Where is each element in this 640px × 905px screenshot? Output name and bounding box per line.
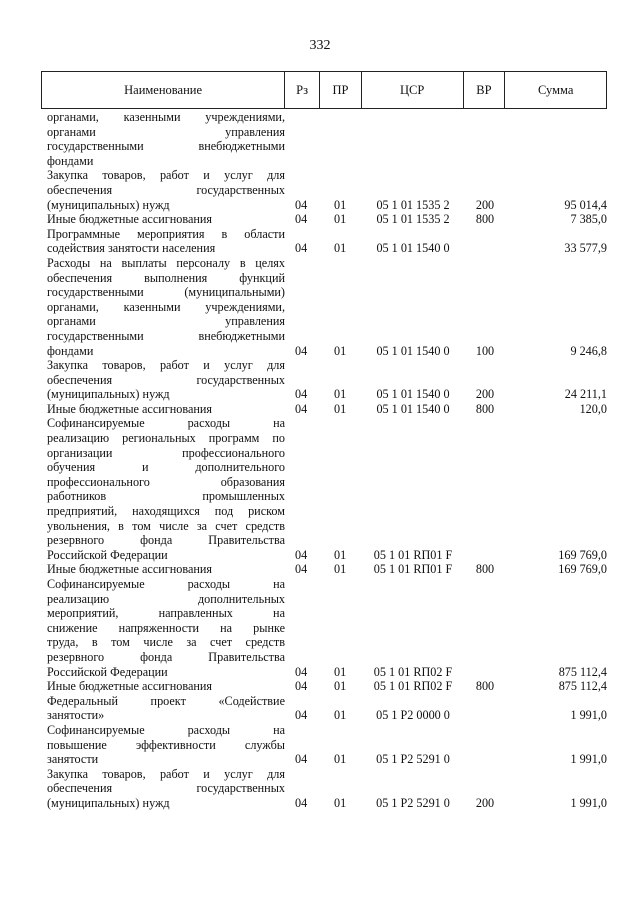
- row-name-line: Российской Федерации: [47, 547, 168, 562]
- row-vr: 800: [475, 679, 495, 694]
- row-name-line: реализацию региональных программ по: [47, 431, 285, 446]
- row-rz: 04: [295, 197, 308, 212]
- row-vr: 800: [475, 212, 495, 227]
- row-pr: 01: [334, 679, 347, 694]
- row-sum: 1 991,0: [570, 795, 607, 810]
- row-name-line: занятости»: [47, 708, 105, 723]
- row-csr: 05 1 01 RП02 F: [373, 679, 453, 694]
- row-name-line: Софинансируемые расходы на: [47, 722, 285, 737]
- row-rz: 04: [295, 664, 308, 679]
- page-number: 332: [309, 38, 331, 53]
- row-name-line: снижение напряженности на рынке: [47, 620, 285, 635]
- row-name-line: Федеральный проект «Содействие: [47, 693, 285, 708]
- row-pr: 01: [334, 197, 347, 212]
- row-vr: 200: [475, 387, 495, 402]
- row-rz: 04: [295, 795, 308, 810]
- row-name-line: (муниципальных) нужд: [47, 197, 170, 212]
- row-name-line: Иные бюджетные ассигнования: [47, 401, 213, 416]
- table-header: [41, 71, 607, 109]
- row-csr: 05 1 01 1535 2: [376, 197, 450, 212]
- row-name-line: повышение эффективности службы: [47, 737, 285, 752]
- table-row: [41, 256, 607, 358]
- row-name: [41, 723, 285, 767]
- header-csr: ЦСР: [362, 72, 464, 108]
- row-rz: 04: [295, 547, 308, 562]
- row-name: [41, 577, 285, 679]
- row-rz: 04: [295, 562, 308, 577]
- row-csr: 05 1 01 1540 0: [376, 241, 450, 256]
- row-csr: 05 1 01 1540 0: [376, 387, 450, 402]
- row-sum: 169 769,0: [558, 547, 607, 562]
- header-vr: ВР: [464, 72, 506, 108]
- row-vr: 100: [475, 343, 495, 358]
- row-name-line: занятости: [47, 752, 99, 767]
- row-csr: 05 1 01 RП02 F: [373, 664, 453, 679]
- row-name-line: органами, казенными учреждениями,: [47, 110, 285, 124]
- row-name-line: обеспечения выполнения функций: [47, 270, 285, 285]
- row-name-line: Иные бюджетные ассигнования: [47, 212, 213, 227]
- header-name: Наименование: [42, 72, 285, 108]
- row-name: [41, 256, 285, 358]
- row-csr: 05 1 P2 0000 0: [376, 708, 450, 723]
- table-row: [41, 402, 607, 417]
- row-name-line: профессионального образования: [47, 474, 285, 489]
- table-row: [41, 212, 607, 227]
- row-name-line: фондами: [47, 343, 94, 358]
- row-sum: 1 991,0: [570, 708, 607, 723]
- row-name-line: Иные бюджетные ассигнования: [47, 562, 213, 577]
- row-csr: 05 1 P2 5291 0: [376, 752, 450, 767]
- row-name-line: государственными внебюджетными: [47, 139, 285, 154]
- row-name: [41, 416, 285, 562]
- row-sum: 875 112,4: [558, 664, 607, 679]
- row-rz: 04: [295, 212, 308, 227]
- row-csr: 05 1 01 1540 0: [376, 401, 450, 416]
- row-name: [41, 227, 285, 256]
- row-name-line: реализацию дополнительных: [47, 591, 285, 606]
- row-name: [41, 168, 285, 212]
- row-name: [41, 767, 285, 811]
- row-sum: 1 991,0: [570, 752, 607, 767]
- header-rz: Рз: [285, 72, 320, 108]
- table-row: [41, 110, 607, 168]
- row-name: [41, 212, 285, 227]
- table-row: [41, 562, 607, 577]
- row-rz: 04: [295, 679, 308, 694]
- row-vr: 200: [475, 197, 495, 212]
- row-name: [41, 679, 285, 694]
- row-name-line: Софинансируемые расходы на: [47, 577, 285, 591]
- row-name-line: Закупка товаров, работ и услуг для: [47, 168, 285, 183]
- row-sum: 33 577,9: [564, 241, 607, 256]
- row-name-line: (муниципальных) нужд: [47, 387, 170, 402]
- row-pr: 01: [334, 752, 347, 767]
- row-name-line: государственными внебюджетными: [47, 328, 285, 343]
- row-sum: 875 112,4: [558, 679, 607, 694]
- header-sum: Сумма: [537, 82, 574, 97]
- row-name-line: увольнения, в том числе за счет средств: [47, 518, 285, 533]
- row-sum: 24 211,1: [564, 387, 607, 402]
- row-rz: 04: [295, 708, 308, 723]
- table-row: [41, 168, 607, 212]
- row-name-line: органами управления: [47, 314, 285, 329]
- table-row: [41, 227, 607, 256]
- header-pr: ПР: [320, 72, 362, 108]
- row-name: [41, 562, 285, 577]
- row-name-line: резервного фонда Правительства: [47, 649, 285, 664]
- row-sum: 7 385,0: [570, 212, 607, 227]
- row-pr: 01: [334, 547, 347, 562]
- row-sum: 9 246,8: [570, 343, 607, 358]
- row-sum: 169 769,0: [558, 562, 607, 577]
- table-row: [41, 694, 607, 723]
- row-name-line: работников промышленных: [47, 489, 285, 504]
- row-name-line: государственными (муниципальными): [47, 285, 285, 300]
- row-vr: 200: [475, 795, 495, 810]
- row-vr: 800: [475, 401, 495, 416]
- row-name: [41, 110, 285, 168]
- row-name: [41, 402, 285, 417]
- row-name-line: обучения и дополнительного: [47, 460, 285, 475]
- row-sum: 95 014,4: [564, 197, 607, 212]
- row-pr: 01: [334, 708, 347, 723]
- row-name-line: организации профессионального: [47, 445, 285, 460]
- row-pr: 01: [334, 795, 347, 810]
- row-rz: 04: [295, 401, 308, 416]
- row-pr: 01: [334, 401, 347, 416]
- row-rz: 04: [295, 387, 308, 402]
- row-csr: 05 1 01 1535 2: [376, 212, 450, 227]
- row-sum: 120,0: [579, 401, 607, 416]
- row-name-line: Расходы на выплаты персоналу в целях: [47, 255, 285, 270]
- row-name-line: обеспечения государственных: [47, 372, 285, 387]
- row-csr: 05 1 P2 5291 0: [376, 795, 450, 810]
- table-body: [41, 110, 607, 811]
- row-name-line: Иные бюджетные ассигнования: [47, 679, 213, 694]
- row-pr: 01: [334, 562, 347, 577]
- row-name-line: Программные мероприятия в области: [47, 226, 285, 241]
- row-name-line: обеспечения государственных: [47, 781, 285, 796]
- row-name-line: мероприятий, направленных на: [47, 606, 285, 621]
- table-row: [41, 358, 607, 402]
- row-csr: 05 1 01 RП01 F: [373, 547, 453, 562]
- row-name-line: (муниципальных) нужд: [47, 795, 170, 810]
- table-row: [41, 416, 607, 562]
- table-row: [41, 767, 607, 811]
- row-csr: 05 1 01 RП01 F: [373, 562, 453, 577]
- table-row: [41, 679, 607, 694]
- row-csr: 05 1 01 1540 0: [376, 343, 450, 358]
- row-name-line: труда, в том числе за счет средств: [47, 635, 285, 650]
- row-name: [41, 694, 285, 723]
- row-name-line: предприятий, находящихся под риском: [47, 504, 285, 519]
- row-rz: 04: [295, 752, 308, 767]
- row-name-line: резервного фонда Правительства: [47, 533, 285, 548]
- row-name-line: обеспечения государственных: [47, 182, 285, 197]
- row-name: [41, 358, 285, 402]
- row-name-line: Софинансируемые расходы на: [47, 416, 285, 431]
- row-name-line: Закупка товаров, работ и услуг для: [47, 358, 285, 373]
- table-row: [41, 577, 607, 679]
- row-name-line: фондами: [47, 153, 94, 168]
- row-name-line: Закупка товаров, работ и услуг для: [47, 766, 285, 781]
- row-pr: 01: [334, 343, 347, 358]
- row-pr: 01: [334, 212, 347, 227]
- row-rz: 04: [295, 343, 308, 358]
- row-name-line: содействия занятости населения: [47, 241, 216, 256]
- row-rz: 04: [295, 241, 308, 256]
- table-row: [41, 723, 607, 767]
- row-vr: 800: [475, 562, 495, 577]
- row-name-line: органами управления: [47, 124, 285, 139]
- row-name-line: Российской Федерации: [47, 664, 168, 679]
- row-name-line: органами, казенными учреждениями,: [47, 299, 285, 314]
- row-pr: 01: [334, 664, 347, 679]
- row-pr: 01: [334, 387, 347, 402]
- row-pr: 01: [334, 241, 347, 256]
